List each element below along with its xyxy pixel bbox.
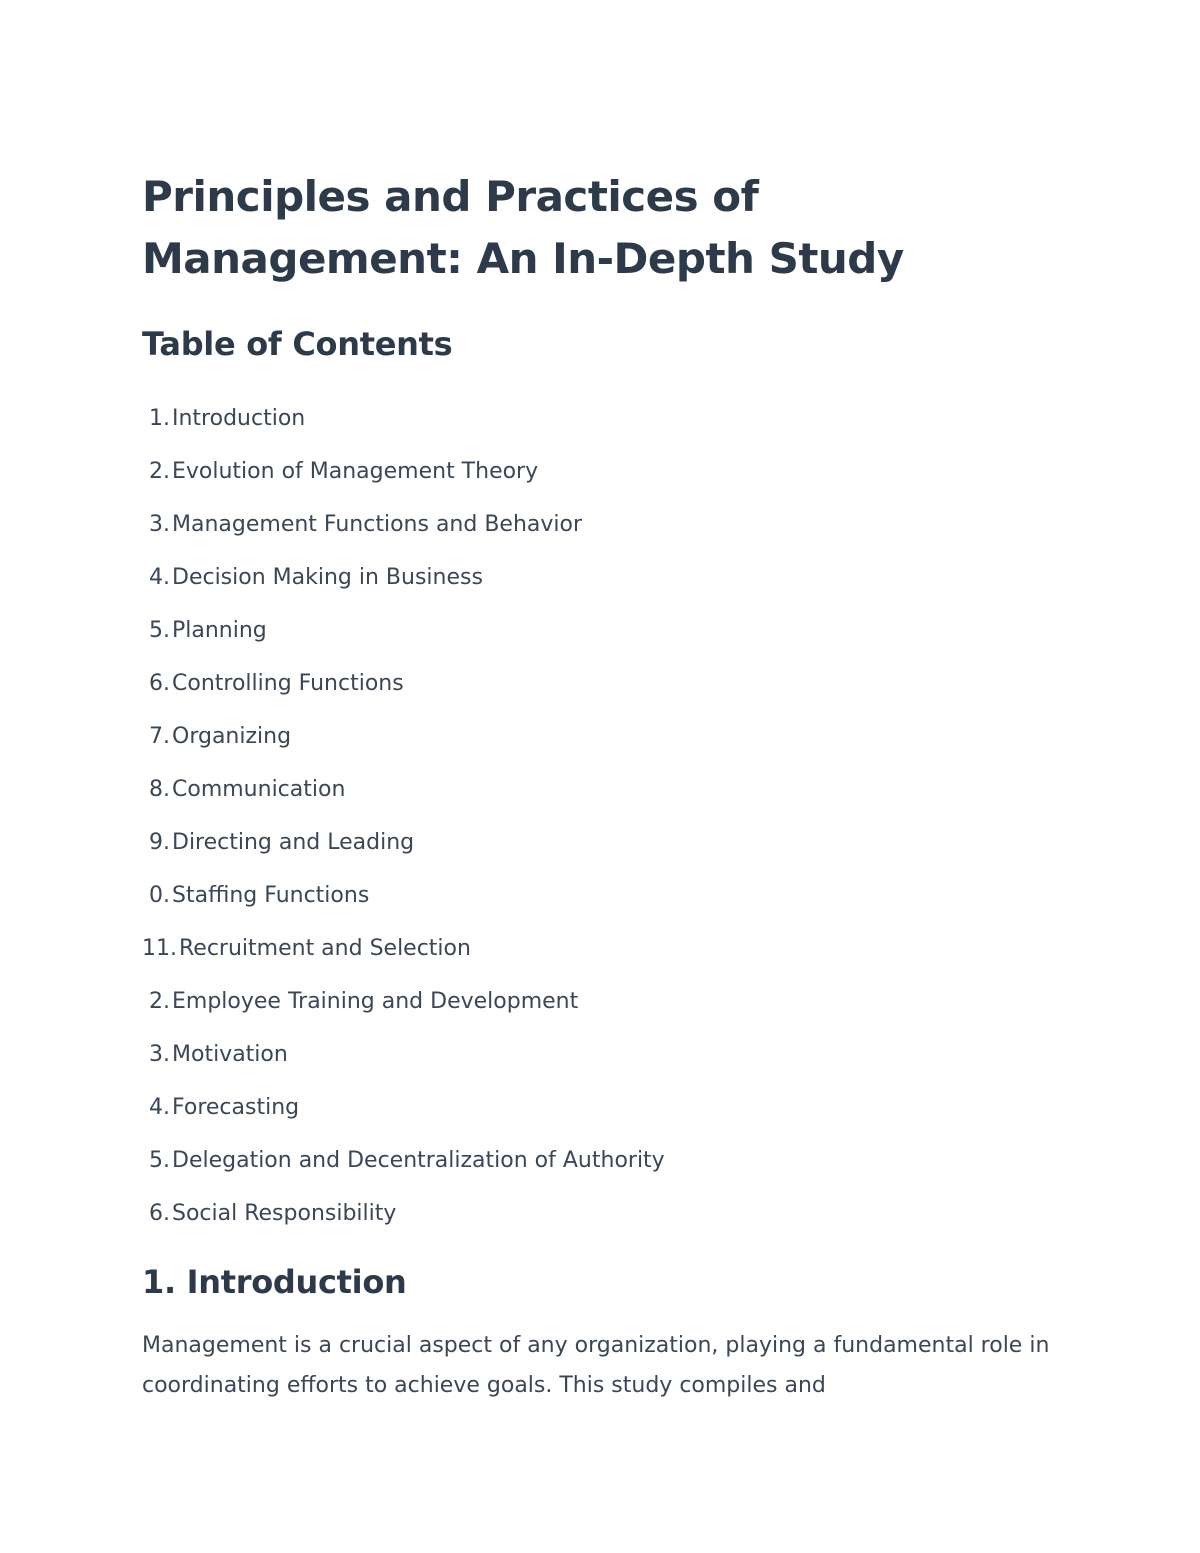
toc-item-number: 2. xyxy=(149,459,170,484)
toc-item-number: 8. xyxy=(149,777,170,802)
toc-item-label: Delegation and Decentralization of Authority xyxy=(172,1148,665,1173)
toc-item[interactable] xyxy=(142,657,1072,710)
toc-item-number: 11. xyxy=(142,936,177,961)
toc-item[interactable] xyxy=(142,1187,1072,1240)
document-title: Principles and Practices of Management: An In-Depth Study xyxy=(142,172,904,283)
toc-item-label: Recruitment and Selection xyxy=(179,936,471,961)
toc-item-number: 6. xyxy=(149,671,170,696)
toc-item[interactable] xyxy=(142,710,1072,763)
document-page xyxy=(142,166,1072,1406)
toc-item-label: Directing and Leading xyxy=(172,830,415,855)
toc-item[interactable] xyxy=(142,445,1072,498)
toc-item-number: 1. xyxy=(149,406,170,431)
toc-item-number: 5. xyxy=(149,1148,170,1173)
toc-item[interactable] xyxy=(142,1134,1072,1187)
toc-item-number: 6. xyxy=(149,1201,170,1226)
toc-item-label: Controlling Functions xyxy=(172,671,404,696)
toc-item-number: 4. xyxy=(149,565,170,590)
toc-item-number: 9. xyxy=(149,830,170,855)
toc-item[interactable] xyxy=(142,869,1072,922)
section-heading-introduction: 1. Introduction xyxy=(142,1263,407,1301)
toc-item-label: Communication xyxy=(172,777,346,802)
toc-item-label: Management Functions and Behavior xyxy=(172,512,583,537)
toc-item-number: 7. xyxy=(149,724,170,749)
toc-item[interactable] xyxy=(142,816,1072,869)
toc-item-number: 4. xyxy=(149,1095,170,1120)
toc-list xyxy=(142,392,1072,1240)
toc-item[interactable] xyxy=(142,763,1072,816)
toc-heading: Table of Contents xyxy=(142,325,453,363)
toc-item[interactable] xyxy=(142,1081,1072,1134)
toc-item[interactable] xyxy=(142,392,1072,445)
toc-item-label: Evolution of Management Theory xyxy=(172,459,539,484)
toc-item[interactable] xyxy=(142,975,1072,1028)
toc-item-label: Introduction xyxy=(172,406,306,431)
toc-item-number: 5. xyxy=(149,618,170,643)
toc-item-number: 3. xyxy=(149,512,170,537)
toc-item[interactable] xyxy=(142,1028,1072,1081)
toc-item-label: Organizing xyxy=(172,724,292,749)
toc-item-label: Planning xyxy=(172,618,267,643)
toc-item-number: 3. xyxy=(149,1042,170,1067)
toc-item-label: Employee Training and Development xyxy=(172,989,579,1014)
toc-item-number: 0. xyxy=(149,883,170,908)
toc-item-number: 2. xyxy=(149,989,170,1014)
section-body-text: Management is a crucial aspect of any organization, playing a fundamental role in coordinating efforts to achieve goals. This study compiles and xyxy=(142,1333,1050,1398)
toc-item-label: Staffing Functions xyxy=(172,883,370,908)
toc-item-label: Motivation xyxy=(172,1042,288,1067)
toc-item[interactable] xyxy=(142,922,1072,975)
toc-item[interactable] xyxy=(142,551,1072,604)
toc-item-label: Decision Making in Business xyxy=(172,565,483,590)
toc-item[interactable] xyxy=(142,604,1072,657)
toc-item-label: Social Responsibility xyxy=(172,1201,397,1226)
toc-item-label: Forecasting xyxy=(172,1095,300,1120)
toc-item[interactable] xyxy=(142,498,1072,551)
